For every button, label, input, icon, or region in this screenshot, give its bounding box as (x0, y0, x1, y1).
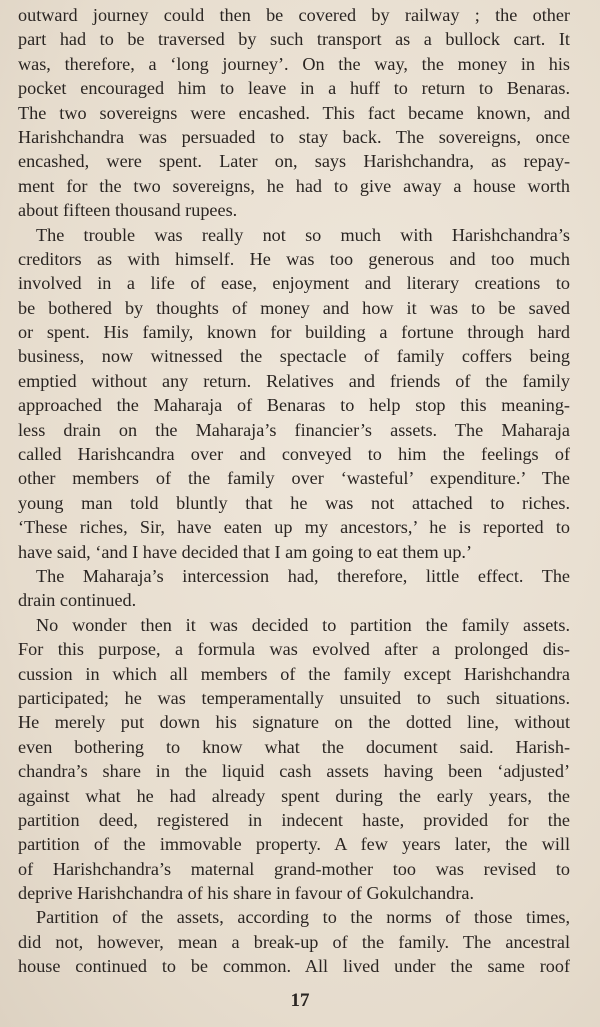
text-line: chandra’s share in the liquid cash assets having been ‘adjusted’ (18, 761, 570, 782)
text-line: even bothering to know what the document said. Harish- (18, 736, 570, 757)
text-line: pocket encouraged him to leave in a huff to return to Benaras. (18, 78, 570, 99)
text-line: be bothered by thoughts of money and how it was to be saved (18, 297, 570, 318)
text-line: ‘These riches, Sir, have eaten up my ancestors,’ he is reported to (18, 517, 570, 538)
text-line: approached the Maharaja of Benaras to help stop this meaning- (18, 395, 570, 416)
page-number: 17 (290, 990, 310, 1011)
body-text (18, 3, 570, 979)
document-page (18, 3, 570, 1027)
text-line: Harishchandra was persuaded to stay back. The sovereigns, once (18, 126, 570, 147)
text-line: deprive Harishchandra of his share in favour of Gokulchandra. (18, 883, 475, 904)
text-line: part had to be traversed by such transport as a bullock cart. It (18, 29, 570, 50)
text-line: The two sovereigns were encashed. This fact became known, and (18, 102, 570, 123)
text-line: involved in a life of ease, enjoyment and literary creations to (18, 273, 570, 294)
text-line: The Maharaja’s intercession had, therefore, little effect. The (36, 565, 570, 586)
text-line: was, therefore, a ‘long journey’. On the way, the money in his (18, 53, 570, 74)
text-line: partition of the immovable property. A few years later, the will (18, 834, 570, 855)
text-line: No wonder then it was decided to partition the family assets. (36, 614, 570, 635)
text-line: house continued to be common. All lived under the same roof (18, 956, 570, 977)
text-line: The trouble was really not so much with Harishchandra’s (36, 224, 570, 245)
text-line: encashed, were spent. Later on, says Harishchandra, as repay- (18, 151, 570, 172)
text-line: drain continued. (18, 590, 137, 611)
text-line: partition deed, registered in indecent haste, provided for the (18, 809, 570, 830)
text-line: or spent. His family, known for building a fortune through hard (18, 322, 570, 343)
text-line: called Harishcandra over and conveyed to him the feelings of (18, 444, 570, 465)
text-line: about fifteen thousand rupees. (18, 200, 238, 221)
text-line: creditors as with himself. He was too generous and too much (18, 248, 570, 269)
text-line: of Harishchandra’s maternal grand-mother too was revised to (18, 858, 570, 879)
text-line: did not, however, mean a break-up of the family. The ancestral (18, 931, 570, 952)
text-line: participated; he was temperamentally unsuited to such situations. (18, 687, 570, 708)
text-line: Partition of the assets, according to the norms of those times, (36, 907, 570, 928)
text-line: cussion in which all members of the family except Harishchandra (18, 663, 570, 684)
text-line: other members of the family over ‘wasteful’ expenditure.’ The (18, 468, 570, 489)
text-line: against what he had already spent during the early years, the (18, 785, 570, 806)
text-line: ment for the two sovereigns, he had to give away a house worth (18, 175, 570, 196)
text-line: less drain on the Maharaja’s financier’s assets. The Maharaja (18, 419, 570, 440)
text-line: He merely put down his signature on the dotted line, without (18, 712, 570, 733)
text-line: outward journey could then be covered by railway ; the other (18, 5, 570, 25)
text-line: young man told bluntly that he was not attached to riches. (18, 492, 570, 513)
text-line: emptied without any return. Relatives and friends of the family (18, 370, 570, 391)
text-line: For this purpose, a formula was evolved after a prolonged dis- (18, 639, 570, 660)
text-line: business, now witnessed the spectacle of family coffers being (18, 346, 570, 367)
text-line: have said, ‘and I have decided that I am going to eat them up.’ (18, 541, 473, 562)
